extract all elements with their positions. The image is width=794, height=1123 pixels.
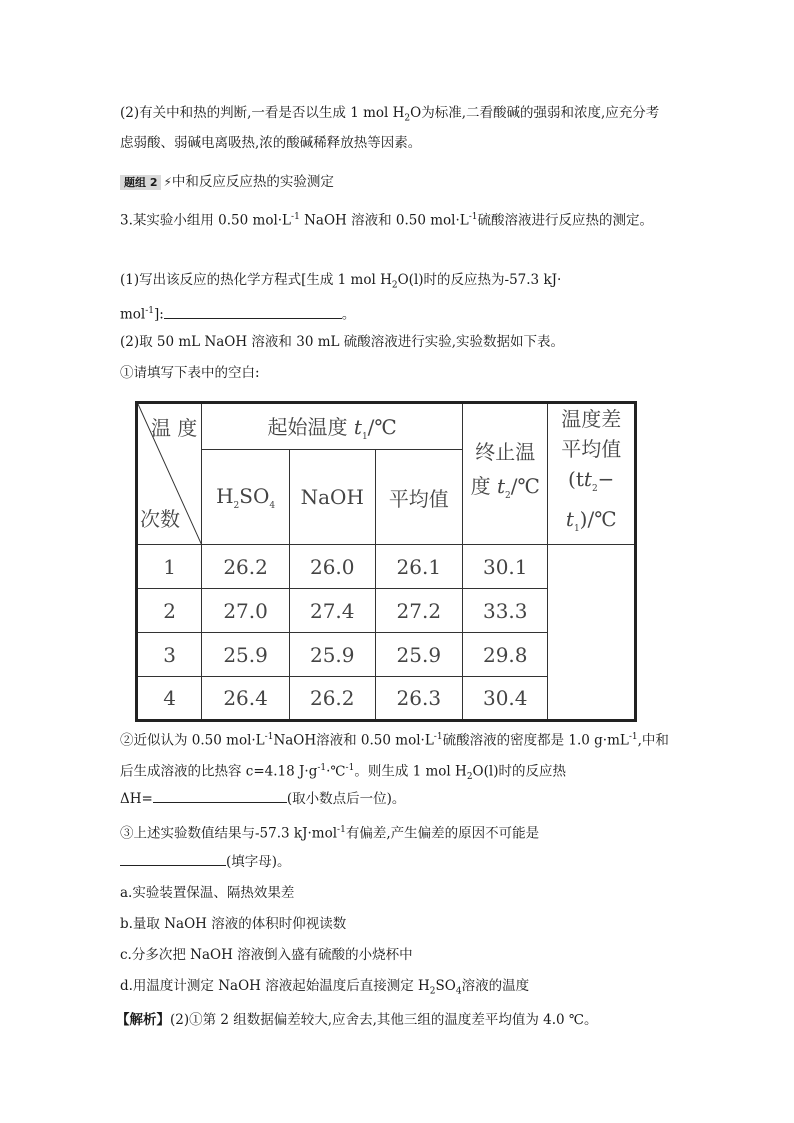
question-3-1-cont: mol$^{-1}$]: 。 [120, 306, 356, 323]
option-a: a.实验装置保温、隔热效果差 [120, 885, 295, 901]
option-d: d.用温度计测定 NaOH 溶液起始温度后直接测定 $H_2SO_4$溶液的温度 [120, 978, 530, 997]
question-3-2-c: ③上述实验数值结果与-57.3 kJ·mol$^{-1}$有偏差,产生偏差的原因不可能是 [120, 825, 540, 842]
option-b: b.量取 NaOH 溶液的体积时仰视读数 [120, 916, 347, 932]
group-title: 中和反应反应热的实验测定 [171, 174, 334, 190]
answer-cell[interactable] [548, 545, 636, 721]
answer-blank[interactable] [164, 306, 342, 319]
table-row: 1 26.2 26.0 26.1 30.1 [137, 545, 636, 589]
text-line: (2)有关中和热的判断,一看是否以生成 1 mol $H_2O$为标准,二看酸碱的强弱和浓度,应充分考 [120, 105, 660, 124]
question-3: 3.某实验小组用 0.50 $mol\cdot L^{-1}$ NaOH 溶液和 0.50 $mol\cdot L^{-1}$硫酸溶液进行反应热的测定。 [120, 212, 654, 229]
answer-blank[interactable] [120, 853, 226, 866]
col-h2so4: $H_2SO_4$ [202, 450, 290, 545]
question-3-2: (2)取 50 mL NaOH 溶液和 30 mL 硫酸溶液进行实验,实验数据如下表。 [120, 334, 565, 350]
section-heading [120, 173, 334, 191]
question-3-2-a: ①请填写下表中的空白: [120, 365, 260, 381]
corner-header: 温 度 次数 [137, 403, 202, 545]
lightning-icon: ⚡ [163, 175, 172, 189]
col-naoh: NaOH [289, 450, 375, 545]
text-line: 虑弱酸、弱碱电离吸热,浓的酸碱稀释放热等因素。 [120, 135, 422, 151]
col-average: 平均值 [375, 450, 462, 545]
table-row: 4 26.4 26.2 26.3 30.4 [137, 677, 636, 721]
end-temp-header: 终止温 度 $t_2/℃$ [463, 403, 548, 545]
table-row: 3 25.9 25.9 25.9 29.8 [137, 633, 636, 677]
data-table [135, 401, 637, 710]
question-3-2-c-answer: (填字母)。 [120, 853, 291, 871]
analysis: 【解析】(2)①第 2 组数据偏差较大,应舍去,其他三组的温度差平均值为 4.0 ℃。 [116, 1012, 598, 1028]
question-3-2-b-cont: 后生成溶液的比热容 c=4.18 $J\cdot g^{-1}\cdot℃^{-1}$。则生成 1 mol $H_2O(l)$时的反应热 [120, 763, 566, 783]
table-row: 2 27.0 27.4 27.2 33.3 [137, 589, 636, 633]
group-badge: 题组 2 [120, 175, 161, 190]
analysis-label: 【解析】 [116, 1012, 170, 1028]
temp-diff-header: 温度差 平均值 ($tt_2-$ $t_1)/℃$ [548, 403, 636, 545]
question-3-1: (1)写出该反应的热化学方程式[生成 1 mol $H_2O(l)$时的反应热为-57.3 kJ· [120, 272, 562, 291]
start-temp-header: 起始温度 $t_1/℃$ [202, 403, 463, 450]
question-3-2-b: ②近似认为 0.50 $mol\cdot L^{-1}NaOH$溶液和 0.50 $mol\cdot L^{-1}$硫酸溶液的密度都是 1.0 $g\cdot mL^{-1}$,中和 [120, 732, 669, 749]
option-c: c.分多次把 NaOH 溶液倒入盛有硫酸的小烧杯中 [120, 947, 413, 963]
question-3-2-b-answer: ΔH= (取小数点后一位)。 [120, 791, 406, 807]
answer-blank[interactable] [153, 790, 287, 803]
